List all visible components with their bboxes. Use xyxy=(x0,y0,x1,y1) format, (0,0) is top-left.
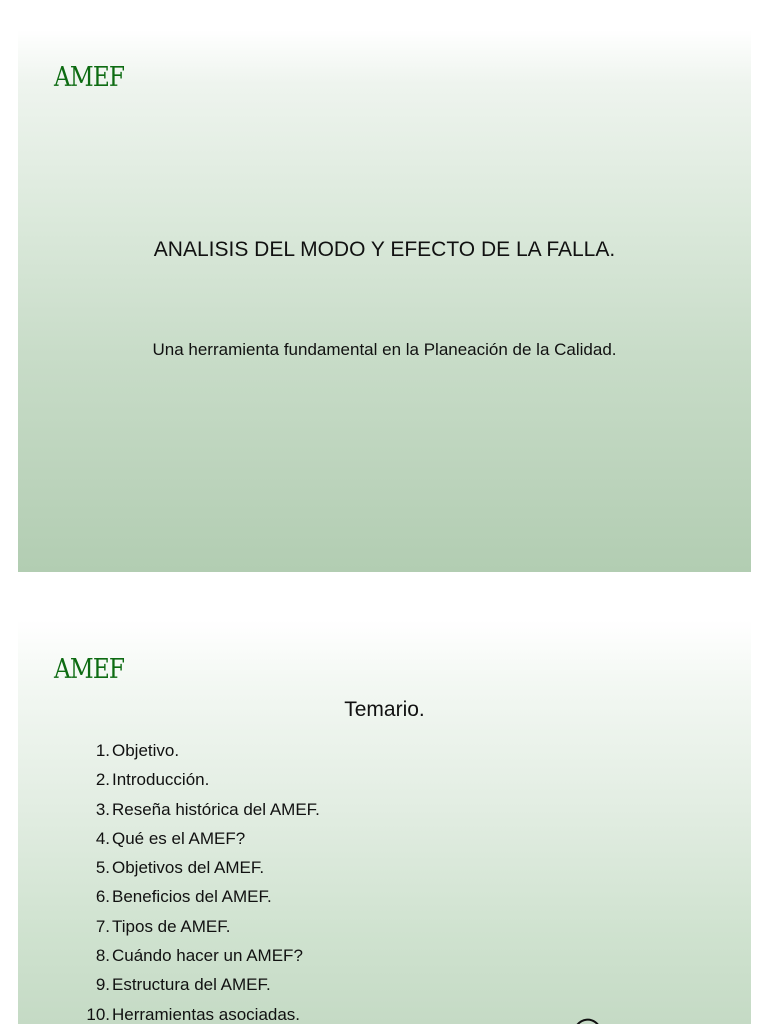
list-item-number: 8. xyxy=(95,946,110,966)
amef-logo: AMEF xyxy=(54,654,125,685)
list-item-number: 9. xyxy=(95,975,110,995)
amef-logo: AMEF xyxy=(54,62,125,93)
list-item-text: Estructura del AMEF. xyxy=(112,975,271,995)
list-item xyxy=(74,941,320,970)
list-item-number: 2. xyxy=(95,770,110,790)
list-item-text: Objetivo. xyxy=(112,741,180,760)
list-item xyxy=(74,795,320,824)
list-item-text: Introducción. xyxy=(112,770,210,790)
list-item-text: Tipos de AMEF. xyxy=(112,916,231,936)
list-item xyxy=(74,824,320,853)
list-item-number: 6. xyxy=(95,887,110,907)
list-item-number: 10. xyxy=(86,1004,110,1024)
temario-heading: Temario. xyxy=(344,698,425,721)
list-item xyxy=(74,736,320,765)
list-item xyxy=(74,853,320,882)
list-item-text: Objetivos del AMEF. xyxy=(112,858,265,878)
list-item xyxy=(74,882,320,911)
slide-title-heading: ANALISIS DEL MODO Y EFECTO DE LA FALLA. xyxy=(153,238,616,261)
list-item-number: 7. xyxy=(95,916,110,936)
list-item xyxy=(74,1000,320,1024)
temario-list xyxy=(74,736,320,1024)
list-item xyxy=(74,970,320,999)
list-item-text: Herramientas asociadas. xyxy=(112,1004,301,1024)
slide-title xyxy=(18,30,751,572)
list-item-number: 4. xyxy=(95,828,110,848)
list-item-number: 1. xyxy=(95,741,110,760)
list-item xyxy=(74,765,320,794)
slide-temario xyxy=(18,620,751,1024)
list-item-number: 5. xyxy=(95,858,110,878)
list-item-number: 3. xyxy=(95,799,110,819)
list-item-text: Reseña histórica del AMEF. xyxy=(112,799,320,819)
decorative-curve-icon xyxy=(566,1010,606,1024)
list-item-text: Qué es el AMEF? xyxy=(112,828,246,848)
slide-subtitle: Una herramienta fundamental en la Planeación de la Calidad. xyxy=(152,340,617,359)
list-item-text: Cuándo hacer un AMEF? xyxy=(112,946,303,966)
list-item xyxy=(74,912,320,941)
list-item-text: Beneficios del AMEF. xyxy=(112,887,272,907)
